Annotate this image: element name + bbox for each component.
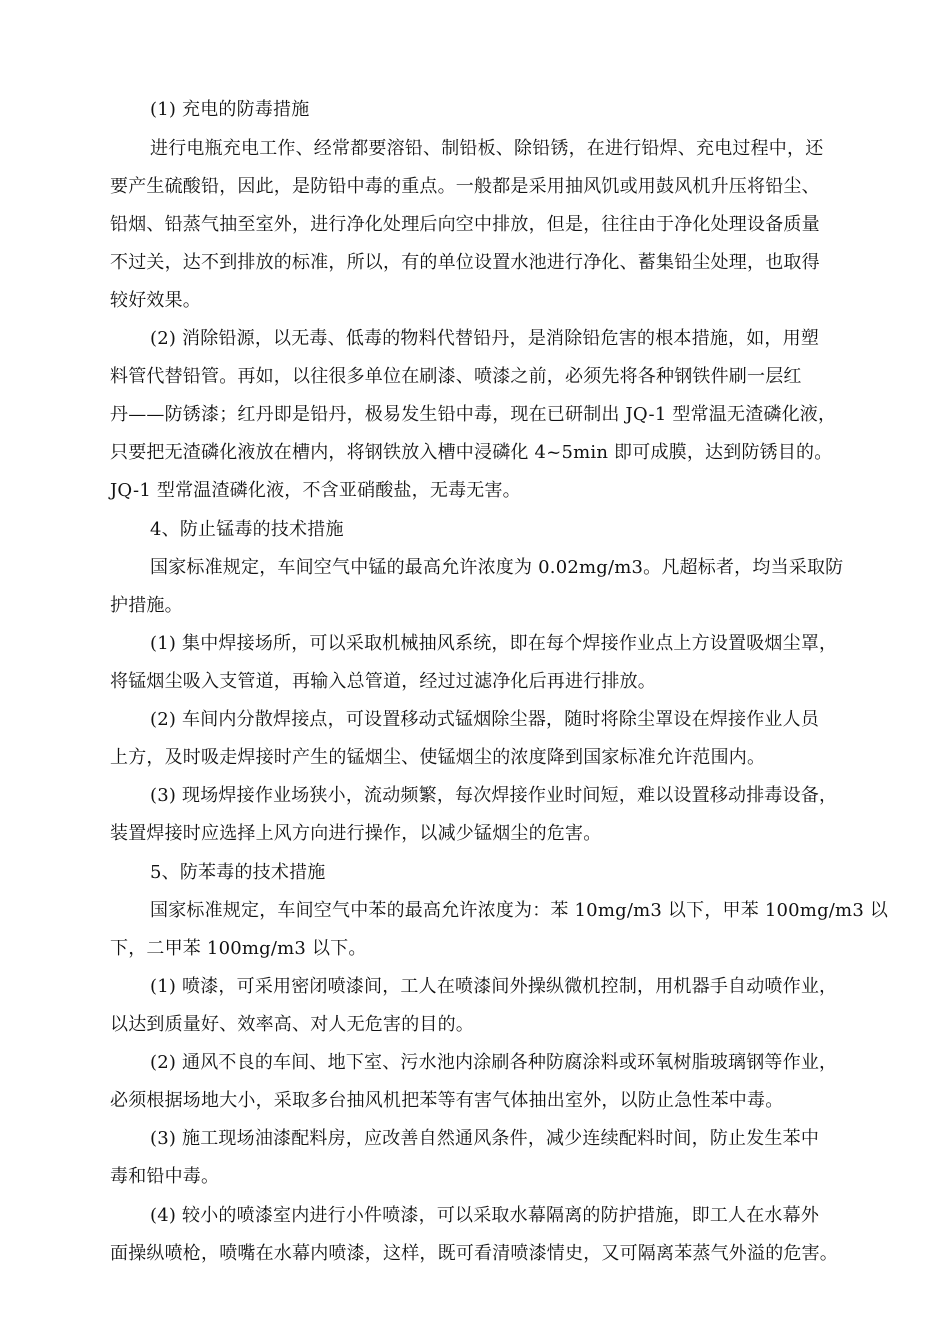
paragraph-line: 国家标准规定，车间空气中锰的最高允许浓度为 0.02mg/m3。凡超标者，均当采取防 [150,557,844,578]
paragraph-line: 较好效果。 [110,290,201,311]
paragraph-line: 料管代替铅管。再如，以往很多单位在刷漆、喷漆之前，必须先将各种钢铁件刷一层红 [110,366,802,387]
heading-manganese-measures: 4、防止锰毒的技术措施 [150,519,344,540]
paragraph-line: 必须根据场地大小，采取多台抽风机把苯等有害气体抽出室外，以防止急性苯中毒。 [110,1090,784,1111]
paragraph-line: 上方，及时吸走焊接时产生的锰烟尘、使锰烟尘的浓度降到国家标准允许范围内。 [110,747,766,768]
paragraph-line: 护措施。 [110,595,183,616]
paragraph-line: 装置焊接时应选择上风方向进行操作，以减少锰烟尘的危害。 [110,823,602,844]
paragraph-line: 要产生硫酸铅，因此，是防铅中毒的重点。一般都是采用抽风饥或用鼓风机升压将铅尘、 [110,176,820,197]
paragraph-line: 下，二甲苯 100mg/m3 以下。 [110,938,367,959]
paragraph-line: 国家标准规定，车间空气中苯的最高允许浓度为：苯 10mg/m3 以下，甲苯 100mg/m3 以 [150,900,889,921]
paragraph-line: 进行电瓶充电工作、经常都要溶铅、制铅板、除铅锈，在进行铅焊、充电过程中，还 [150,138,824,159]
paragraph-line: (2) 消除铅源，以无毒、低毒的物料代替铅丹，是消除铅危害的根本措施，如，用塑 [150,328,820,349]
heading-charging-protection: (1) 充电的防毒措施 [150,99,310,120]
paragraph-line: (4) 较小的喷漆室内进行小件喷漆，可以采取水幕隔离的防护措施，即工人在水幕外 [150,1205,820,1226]
paragraph-line: (2) 通风不良的车间、地下室、污水池内涂刷各种防腐涂料或环氧树脂玻璃钢等作业， [150,1052,838,1073]
paragraph-line: JQ-1 型常温渣磷化液，不含亚硝酸盐，无毒无害。 [110,480,521,501]
paragraph-line: 毒和铅中毒。 [110,1166,220,1187]
paragraph-line: (1) 喷漆，可采用密闭喷漆间，工人在喷漆间外操纵微机控制，用机器手自动喷作业， [150,976,838,997]
paragraph-line: (3) 现场焊接作业场狭小，流动频繁，每次焊接作业时间短，难以设置移动排毒设备， [150,785,838,806]
paragraph-line: (3) 施工现场油漆配料房，应改善自然通风条件，减少连续配料时间，防止发生苯中 [150,1128,820,1149]
heading-benzene-measures: 5、防苯毒的技术措施 [150,862,326,883]
paragraph-line: 以达到质量好、效率高、对人无危害的目的。 [110,1014,474,1035]
paragraph-line: (1) 集中焊接场所，可以采取机械抽风系统，即在每个焊接作业点上方设置吸烟尘罩， [150,633,838,654]
paragraph-line: 将锰烟尘吸入支管道，再输入总管道，经过过滤净化后再进行排放。 [110,671,656,692]
paragraph-line: 铅烟、铅蒸气抽至室外，进行净化处理后向空中排放，但是，往往由于净化处理设备质量 [110,214,820,235]
paragraph-line: 面操纵喷枪，喷嘴在水幕内喷漆，这样，既可看清喷漆情史，又可隔离苯蒸气外溢的危害。 [110,1243,838,1264]
paragraph-line: (2) 车间内分散焊接点，可设置移动式锰烟除尘器，随时将除尘罩设在焊接作业人员 [150,709,820,730]
paragraph-line: 不过关，达不到排放的标准，所以，有的单位设置水池进行净化、蓄集铅尘处理，也取得 [110,252,820,273]
paragraph-line: 只要把无渣磷化液放在槽内，将钢铁放入槽中浸磷化 4~5min 即可成膜，达到防锈目的。 [110,442,833,463]
paragraph-line: 丹——防锈漆；红丹即是铅丹，极易发生铅中毒，现在已研制出 JQ-1 型常温无渣磷化液， [110,404,837,425]
